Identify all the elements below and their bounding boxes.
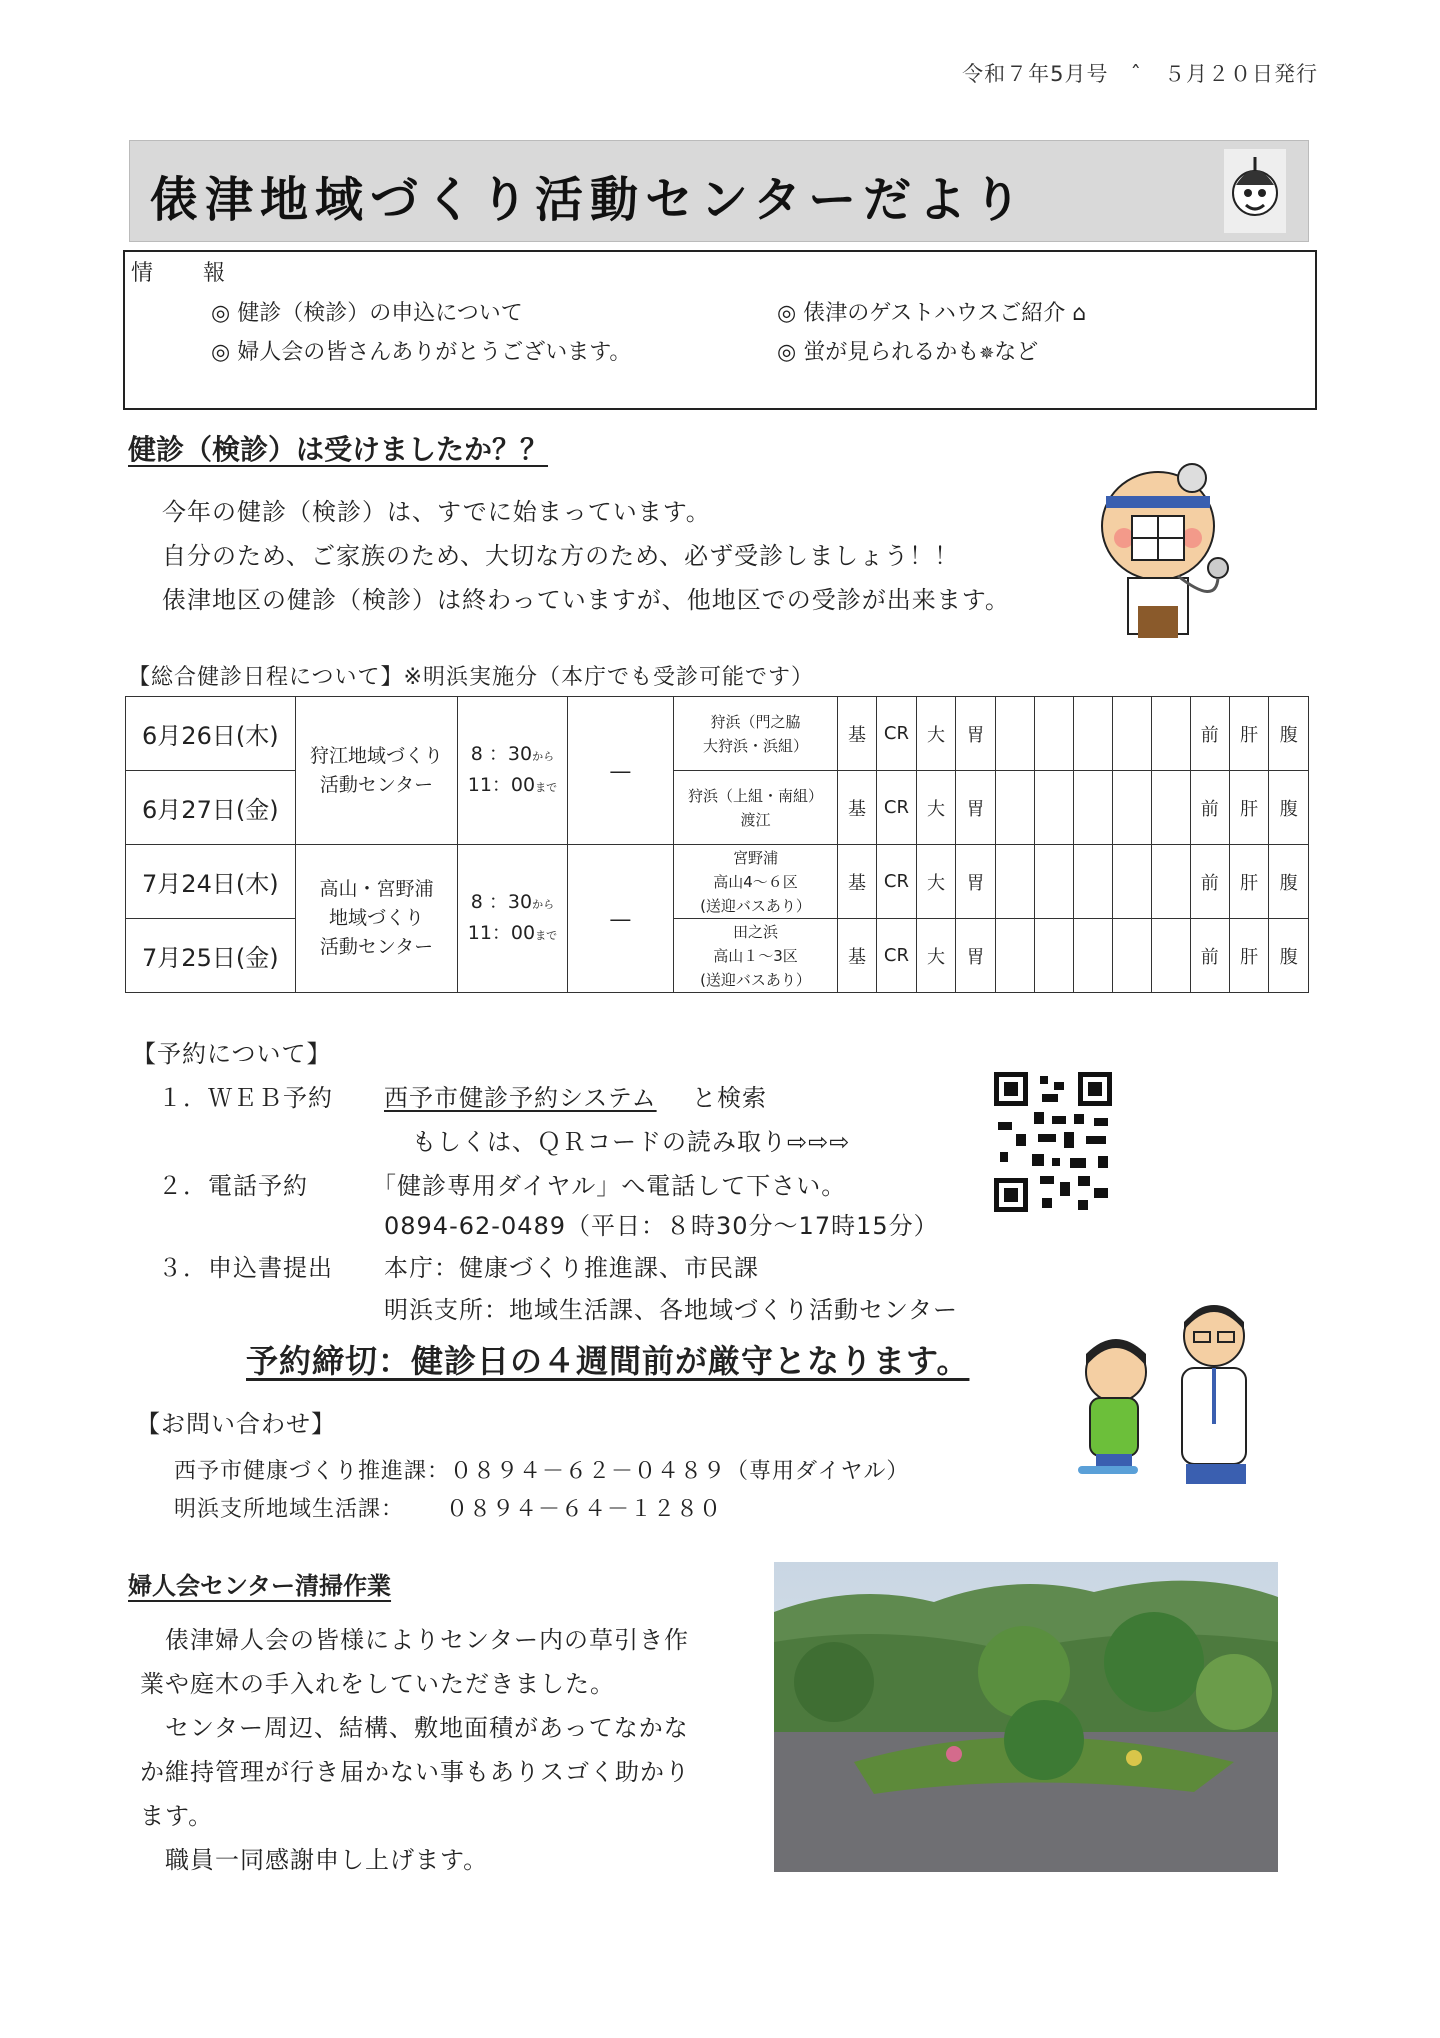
- schedule-area: 宮野浦 高山4～６区 (送迎バスあり）: [674, 845, 837, 919]
- schedule-date: 7月25日(金): [126, 919, 296, 993]
- info-item: ◎ 蛍が見られるかも: [777, 340, 980, 365]
- table-row: 6月27日(金) 狩浜（上組・南組） 渡江 基 CR 大 胃 前 肝 腹: [126, 771, 1309, 845]
- web-suffix: と検索: [692, 1084, 767, 1112]
- schedule-area: 狩浜（門之脇 大狩浜・浜組）: [674, 697, 837, 771]
- qr-code-icon[interactable]: [994, 1072, 1112, 1212]
- table-row: 6月26日(木) 狩江地域づくり 活動センター 8 ：30から 11：00まで ― 狩浜（門之脇 大狩浜・浜組） 基 CR 大 胃 前 肝 腹: [126, 697, 1309, 771]
- table-row: 7月25日(金) 田之浜 高山１～3区 (送迎バスあり） 基 CR 大 胃 前 肝 腹: [126, 919, 1309, 993]
- kenshin-line: 今年の健診（検診）は、すでに始まっています。: [162, 498, 711, 526]
- info-item: ◎ 健診（検診）の申込について: [211, 301, 523, 326]
- fujinkai-line: センター周辺、結構、敷地面積があってなかな: [140, 1714, 689, 1742]
- schedule-area: 狩浜（上組・南組） 渡江: [674, 771, 837, 845]
- newsletter-title-bar: [129, 140, 1309, 242]
- contact-line: 西予市健康づくり推進課：０８９４－６２－０４８９（専用ダイヤル）: [174, 1459, 910, 1484]
- contact-heading: 【お問い合わせ】: [136, 1410, 336, 1438]
- kenshin-line: 俵津地区の健診（検診）は終わっていますが、他地区での受診が出来ます。: [162, 586, 1010, 614]
- newsletter-title: 俵津地域づくり活動センターだより: [150, 172, 1029, 228]
- doctor-mascot-illustration: [1086, 456, 1236, 652]
- contact-label: 明浜支所地域生活課：: [174, 1497, 405, 1522]
- doctor-child-illustration: [1074, 1294, 1270, 1504]
- info-item: ◎ 婦人会の皆さんありがとうございます。: [211, 340, 632, 365]
- info-box: [123, 250, 1317, 410]
- web-qr-text: もしくは、ＱＲコードの読み取り⇨⇨⇨: [412, 1128, 851, 1156]
- deadline-notice: 予約締切：健診日の４週間前が厳守となります。: [246, 1342, 970, 1380]
- bee-icon: ✵: [979, 343, 995, 364]
- mascot-face-icon: [1224, 149, 1286, 233]
- schedule-time: 8 ：30から 11：00まで: [458, 697, 567, 845]
- yoyaku-heading: 【予約について】: [132, 1040, 332, 1068]
- tel-line: 0894-62-0489（平日：８時30分～17時15分）: [384, 1212, 939, 1240]
- web-search-link[interactable]: 西予市健診予約システム: [384, 1084, 657, 1112]
- schedule-caption: 【総合健診日程について】※明浜実施分（本庁でも受診可能です）: [128, 665, 814, 690]
- doc-line: 本庁：健康づくり推進課、市民課: [384, 1254, 759, 1282]
- house-icon: ⌂: [1072, 301, 1087, 326]
- doc-line: 明浜支所：地域生活課、各地域づくり活動センター: [384, 1296, 959, 1324]
- kenshin-heading: 健診（検診）は受けましたか？？: [128, 433, 549, 466]
- fujinkai-line: 俵津婦人会の皆様によりセンター内の草引き作: [140, 1626, 690, 1654]
- info-heading: 情 報: [131, 261, 240, 286]
- schedule-date: 7月24日(木): [126, 845, 296, 919]
- fujinkai-line: か維持管理が行き届かない事もありスゴく助かり: [140, 1758, 690, 1786]
- fujinkai-line: ます。: [140, 1802, 214, 1830]
- schedule-area: 田之浜 高山１～3区 (送迎バスあり）: [674, 919, 837, 993]
- schedule-table: [125, 696, 1309, 993]
- schedule-dash: ―: [567, 845, 674, 993]
- tel-line: 「健診専用ダイヤル」へ電話して下さい。: [372, 1172, 847, 1200]
- table-row: 7月24日(木) 高山・宮野浦 地域づくり 活動センター 8 ：30から 11：00まで ― 宮野浦 高山4～６区 (送迎バスあり） 基 CR 大 胃 前 肝 腹: [126, 845, 1309, 919]
- cleanup-photo: [774, 1562, 1278, 1872]
- schedule-time: 8 ：30から 11：00まで: [458, 845, 567, 993]
- doc-label: ３．申込書提出: [158, 1254, 333, 1282]
- web-label: １．ＷＥＢ予約: [158, 1084, 333, 1112]
- fujinkai-heading: 婦人会センター清掃作業: [128, 1572, 392, 1600]
- schedule-place: 高山・宮野浦 地域づくり 活動センター: [295, 845, 458, 993]
- kenshin-line: 自分のため、ご家族のため、大切な方のため、必ず受診しましょう！！: [162, 542, 960, 570]
- fujinkai-line: 業や庭木の手入れをしていただきました。: [140, 1670, 615, 1698]
- schedule-place: 狩江地域づくり 活動センター: [295, 697, 458, 845]
- schedule-date: 6月26日(木): [126, 697, 296, 771]
- info-item: ◎ 俵津のゲストハウスご紹介: [777, 301, 1066, 326]
- info-item: など: [994, 340, 1039, 365]
- issue-date: 令和７年5月号 ˆ ５月２０日発行: [962, 62, 1318, 86]
- fujinkai-line: 職員一同感謝申し上げます。: [140, 1846, 489, 1874]
- tel-label: ２．電話予約: [158, 1172, 308, 1200]
- contact-number: ０８９４－６４－１２８０: [446, 1497, 723, 1522]
- schedule-date: 6月27日(金): [126, 771, 296, 845]
- schedule-dash: ―: [567, 697, 674, 845]
